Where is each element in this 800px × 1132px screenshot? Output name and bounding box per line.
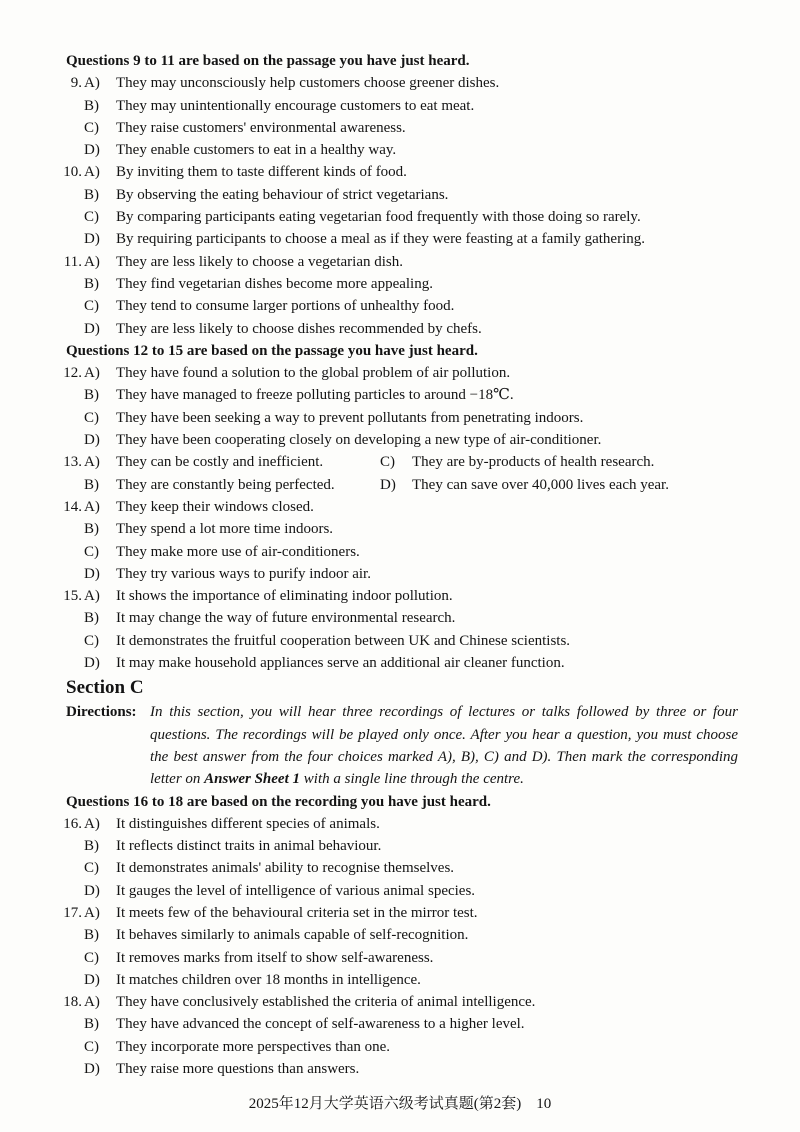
- question-9-option-b: B) They may unintentionally encourage customers to eat meat.: [84, 97, 475, 114]
- question-10-option-d: D) By requiring participants to choose a meal as if they were feasting at a family gathering.: [84, 231, 645, 248]
- section-c-directions: [0, 701, 800, 790]
- question-13-option-d: D) They can save over 40,000 lives each year.: [380, 476, 669, 493]
- question-18-option-b: B) They have advanced the concept of self-awareness to a higher level.: [84, 1016, 525, 1033]
- question-13-option-b: B) They are constantly being perfected.: [84, 476, 335, 493]
- question-9-option-c: C) They raise customers' environmental awareness.: [84, 119, 406, 136]
- question-12-option-c: C) They have been seeking a way to prevent pollutants from penetrating indoors.: [84, 409, 584, 426]
- question-14-option-d: D) They try various ways to purify indoor air.: [84, 565, 371, 582]
- question-12-option-a: 12. A) They have found a solution to the global problem of air pollution.: [63, 365, 511, 382]
- question-15-option-b: B) It may change the way of future environmental research.: [84, 610, 456, 627]
- question-15-option-a: 15. A) It shows the importance of eliminating indoor pollution.: [63, 588, 453, 605]
- question-16-option-d: D) It gauges the level of intelligence of various animal species.: [84, 882, 476, 899]
- question-10-option-a: 10. A) By inviting them to taste different kinds of food.: [63, 164, 407, 181]
- question-17-option-b: B) It behaves similarly to animals capable of self-recognition.: [84, 927, 469, 944]
- question-13-row-2: [0, 474, 800, 496]
- question-9-option-d: D) They enable customers to eat in a healthy way.: [84, 142, 397, 159]
- group-heading-9-11: Questions 9 to 11 are based on the passage you have just heard.: [66, 53, 470, 69]
- directions-label: Directions:: [66, 704, 137, 721]
- directions-text: In this section, you will hear three recordings of lectures or talks followed by three or four questions. The recordings will be played only once. After you hear a question, you must choose the best answer from the four choices marked A), B), C) and D). Then mark the corresponding letter on Answer Sheet 1 with a single line through the centre.: [150, 704, 738, 788]
- question-17-option-d: D) It matches children over 18 months in intelligence.: [84, 971, 421, 988]
- question-13-option-a: A) They can be costly and inefficient.: [84, 454, 324, 471]
- question-17-option-a: 17. A) It meets few of the behavioural criteria set in the mirror test.: [63, 904, 478, 921]
- group-heading-12-15: Questions 12 to 15 are based on the passage you have just heard.: [66, 342, 478, 359]
- question-13-option-c: C) They are by-products of health research.: [380, 454, 655, 471]
- question-14-option-c: C) They make more use of air-conditioners.: [84, 543, 360, 560]
- question-16-option-a: 16. A) It distinguishes different species of animals.: [63, 815, 380, 832]
- question-12-option-b: B) They have managed to freeze polluting particles to around −18℃.: [84, 387, 514, 404]
- question-16-option-c: C) It demonstrates animals' ability to recognise themselves.: [84, 860, 455, 877]
- question-11-option-d: D) They are less likely to choose dishes recommended by chefs.: [84, 320, 482, 337]
- question-9-option-a: 9. A) They may unconsciously help customers choose greener dishes.: [70, 75, 500, 92]
- group-heading-16-18: Questions 16 to 18 are based on the recording you have just heard.: [66, 793, 491, 810]
- question-15-option-c: C) It demonstrates the fruitful cooperation between UK and Chinese scientists.: [84, 632, 571, 649]
- question-17-option-c: C) It removes marks from itself to show self-awareness.: [84, 949, 434, 966]
- question-14-option-a: 14. A) They keep their windows closed.: [63, 498, 314, 515]
- question-18-option-d: D) They raise more questions than answers.: [84, 1061, 360, 1078]
- exam-page: [0, 50, 800, 1080]
- question-16-option-b: B) It reflects distinct traits in animal behaviour.: [84, 838, 382, 855]
- question-12-option-d: D) They have been cooperating closely on developing a new type of air-conditioner.: [84, 432, 602, 449]
- question-11-option-a: 11. A) They are less likely to choose a vegetarian dish.: [63, 253, 403, 270]
- question-11-option-c: C) They tend to consume larger portions of unhealthy food.: [84, 298, 455, 315]
- section-c-title: Section C: [66, 677, 144, 699]
- question-10-option-b: B) By observing the eating behaviour of strict vegetarians.: [84, 186, 449, 203]
- page-footer: 2025年12月大学英语六级考试真题(第2套) 10: [248, 1096, 552, 1112]
- question-18-option-a: 18. A) They have conclusively established the criteria of animal intelligence.: [63, 994, 536, 1011]
- question-18-option-c: C) They incorporate more perspectives than one.: [84, 1038, 391, 1055]
- answer-sheet-ref: Answer Sheet 1: [204, 771, 301, 788]
- question-14-option-b: B) They spend a lot more time indoors.: [84, 521, 334, 538]
- question-13-row-1: 13. A) They can be costly and inefficient. C) They are by-products of health research.: [0, 451, 800, 473]
- question-11-option-b: B) They find vegetarian dishes become more appealing.: [84, 275, 433, 292]
- question-15-option-d: D) It may make household appliances serve an additional air cleaner function.: [84, 655, 565, 672]
- question-10-option-c: C) By comparing participants eating vegetarian food frequently with those doing so rarely.: [84, 209, 641, 226]
